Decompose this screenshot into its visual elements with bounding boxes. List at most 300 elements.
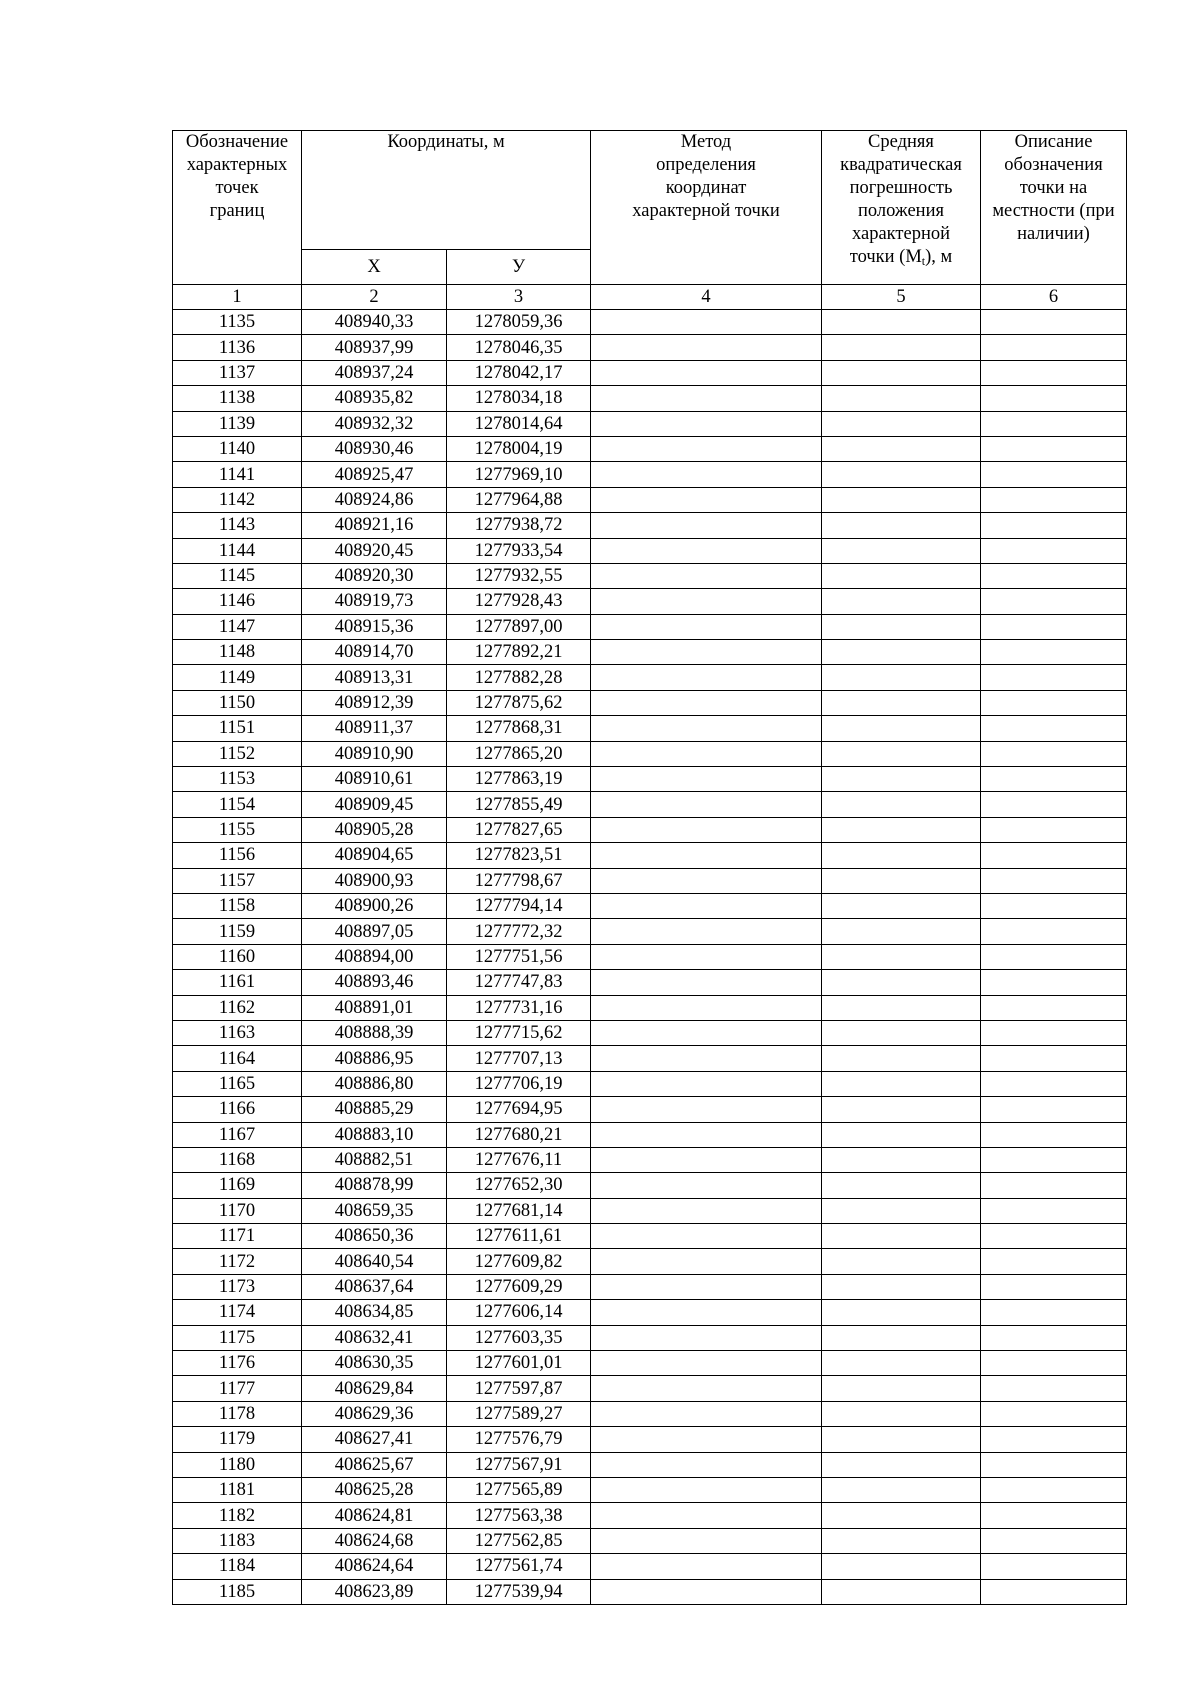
method-cell: [591, 1173, 822, 1198]
description-cell: [981, 919, 1127, 944]
point-id-cell: 1153: [173, 767, 302, 792]
accuracy-cell: [822, 1249, 981, 1274]
method-cell: [591, 1046, 822, 1071]
table-row: [173, 462, 1127, 487]
accuracy-cell: [822, 690, 981, 715]
y-coordinate-cell: 1277751,56: [447, 944, 591, 969]
description-cell: [981, 1477, 1127, 1502]
method-cell: [591, 792, 822, 817]
point-id-cell: 1170: [173, 1198, 302, 1223]
method-cell: [591, 893, 822, 918]
point-id-cell: 1143: [173, 513, 302, 538]
table-row: [173, 767, 1127, 792]
description-cell: [981, 868, 1127, 893]
point-id-cell: 1164: [173, 1046, 302, 1071]
point-id-cell: 1169: [173, 1173, 302, 1198]
x-coordinate-cell: 408630,35: [302, 1351, 447, 1376]
description-cell: [981, 741, 1127, 766]
x-coordinate-cell: 408634,85: [302, 1300, 447, 1325]
method-cell: [591, 614, 822, 639]
table-row: [173, 487, 1127, 512]
description-cell: [981, 1401, 1127, 1426]
accuracy-cell: [822, 995, 981, 1020]
description-cell: [981, 1427, 1127, 1452]
description-cell: [981, 767, 1127, 792]
accuracy-cell: [822, 817, 981, 842]
table-row: [173, 640, 1127, 665]
method-cell: [591, 360, 822, 385]
accuracy-cell: [822, 1122, 981, 1147]
point-id-cell: 1147: [173, 614, 302, 639]
y-coordinate-cell: 1277772,32: [447, 919, 591, 944]
method-cell: [591, 690, 822, 715]
point-id-cell: 1142: [173, 487, 302, 512]
x-coordinate-cell: 408627,41: [302, 1427, 447, 1452]
y-coordinate-cell: 1278014,64: [447, 411, 591, 436]
table-row: [173, 1528, 1127, 1553]
table-row: [173, 970, 1127, 995]
y-coordinate-cell: 1277928,43: [447, 589, 591, 614]
description-cell: [981, 513, 1127, 538]
y-coordinate-cell: 1277567,91: [447, 1452, 591, 1477]
description-cell: [981, 614, 1127, 639]
y-coordinate-cell: 1277882,28: [447, 665, 591, 690]
y-coordinate-cell: 1277561,74: [447, 1554, 591, 1579]
column-number: 5: [822, 285, 981, 310]
description-cell: [981, 589, 1127, 614]
x-coordinate-cell: 408921,16: [302, 513, 447, 538]
y-coordinate-cell: 1277932,55: [447, 563, 591, 588]
header-y: У: [447, 250, 591, 285]
table-row: [173, 1224, 1127, 1249]
table-row: [173, 1351, 1127, 1376]
boundary-points-table: [172, 130, 1127, 1605]
accuracy-cell: [822, 1198, 981, 1223]
y-coordinate-cell: 1277609,82: [447, 1249, 591, 1274]
description-cell: [981, 1147, 1127, 1172]
x-coordinate-cell: 408904,65: [302, 843, 447, 868]
y-coordinate-cell: 1277563,38: [447, 1503, 591, 1528]
method-cell: [591, 741, 822, 766]
method-cell: [591, 335, 822, 360]
point-id-cell: 1176: [173, 1351, 302, 1376]
table-row: [173, 1579, 1127, 1604]
description-cell: [981, 1528, 1127, 1553]
accuracy-cell: [822, 868, 981, 893]
x-coordinate-cell: 408885,29: [302, 1097, 447, 1122]
description-cell: [981, 893, 1127, 918]
point-id-cell: 1140: [173, 436, 302, 461]
point-id-cell: 1146: [173, 589, 302, 614]
point-id-cell: 1137: [173, 360, 302, 385]
table-row: [173, 411, 1127, 436]
column-number: 3: [447, 285, 591, 310]
accuracy-cell: [822, 386, 981, 411]
y-coordinate-cell: 1277897,00: [447, 614, 591, 639]
x-coordinate-cell: 408897,05: [302, 919, 447, 944]
accuracy-cell: [822, 1046, 981, 1071]
table-row: [173, 1300, 1127, 1325]
point-id-cell: 1150: [173, 690, 302, 715]
table-row: [173, 843, 1127, 868]
accuracy-cell: [822, 614, 981, 639]
description-cell: [981, 1325, 1127, 1350]
point-id-cell: 1160: [173, 944, 302, 969]
point-id-cell: 1154: [173, 792, 302, 817]
x-coordinate-cell: 408920,45: [302, 538, 447, 563]
accuracy-cell: [822, 1147, 981, 1172]
description-cell: [981, 1122, 1127, 1147]
x-coordinate-cell: 408886,95: [302, 1046, 447, 1071]
accuracy-cell: [822, 843, 981, 868]
description-cell: [981, 462, 1127, 487]
x-coordinate-cell: 408629,84: [302, 1376, 447, 1401]
description-cell: [981, 436, 1127, 461]
point-id-cell: 1166: [173, 1097, 302, 1122]
point-id-cell: 1138: [173, 386, 302, 411]
accuracy-cell: [822, 563, 981, 588]
description-cell: [981, 1046, 1127, 1071]
x-coordinate-cell: 408632,41: [302, 1325, 447, 1350]
table-row: [173, 1274, 1127, 1299]
table-row: [173, 1173, 1127, 1198]
accuracy-cell: [822, 792, 981, 817]
table-row: [173, 1046, 1127, 1071]
y-coordinate-cell: 1277964,88: [447, 487, 591, 512]
method-cell: [591, 970, 822, 995]
accuracy-cell: [822, 1173, 981, 1198]
method-cell: [591, 411, 822, 436]
point-id-cell: 1149: [173, 665, 302, 690]
accuracy-cell: [822, 767, 981, 792]
table-row: [173, 944, 1127, 969]
x-coordinate-cell: 408888,39: [302, 1020, 447, 1045]
x-coordinate-cell: 408886,80: [302, 1071, 447, 1096]
point-id-cell: 1180: [173, 1452, 302, 1477]
header-x: Х: [302, 250, 447, 285]
point-id-cell: 1182: [173, 1503, 302, 1528]
point-id-cell: 1179: [173, 1427, 302, 1452]
table-row: [173, 792, 1127, 817]
accuracy-cell: [822, 919, 981, 944]
description-cell: [981, 1300, 1127, 1325]
point-id-cell: 1178: [173, 1401, 302, 1426]
x-coordinate-cell: 408624,81: [302, 1503, 447, 1528]
x-coordinate-cell: 408905,28: [302, 817, 447, 842]
method-cell: [591, 767, 822, 792]
y-coordinate-cell: 1278042,17: [447, 360, 591, 385]
header-point-designation: Обозначение характерных точек границ: [173, 131, 302, 285]
x-coordinate-cell: 408625,67: [302, 1452, 447, 1477]
point-id-cell: 1163: [173, 1020, 302, 1045]
table-row: [173, 1554, 1127, 1579]
x-coordinate-cell: 408894,00: [302, 944, 447, 969]
method-cell: [591, 1554, 822, 1579]
table-row: [173, 1401, 1127, 1426]
table-row: [173, 995, 1127, 1020]
description-cell: [981, 1554, 1127, 1579]
point-id-cell: 1168: [173, 1147, 302, 1172]
x-coordinate-cell: 408900,26: [302, 893, 447, 918]
x-coordinate-cell: 408937,24: [302, 360, 447, 385]
accuracy-cell: [822, 1097, 981, 1122]
method-cell: [591, 817, 822, 842]
point-id-cell: 1135: [173, 310, 302, 335]
y-coordinate-cell: 1278059,36: [447, 310, 591, 335]
x-coordinate-cell: 408914,70: [302, 640, 447, 665]
x-coordinate-cell: 408910,61: [302, 767, 447, 792]
accuracy-cell: [822, 487, 981, 512]
point-id-cell: 1183: [173, 1528, 302, 1553]
description-cell: [981, 487, 1127, 512]
method-cell: [591, 1351, 822, 1376]
accuracy-cell: [822, 513, 981, 538]
y-coordinate-cell: 1277606,14: [447, 1300, 591, 1325]
x-coordinate-cell: 408925,47: [302, 462, 447, 487]
accuracy-cell: [822, 1071, 981, 1096]
method-cell: [591, 1427, 822, 1452]
description-cell: [981, 817, 1127, 842]
method-cell: [591, 513, 822, 538]
table-row: [173, 893, 1127, 918]
y-coordinate-cell: 1277589,27: [447, 1401, 591, 1426]
point-id-cell: 1174: [173, 1300, 302, 1325]
table-row: [173, 513, 1127, 538]
accuracy-cell: [822, 538, 981, 563]
description-cell: [981, 640, 1127, 665]
description-cell: [981, 1351, 1127, 1376]
table-row: [173, 360, 1127, 385]
table-row: [173, 1427, 1127, 1452]
x-coordinate-cell: 408919,73: [302, 589, 447, 614]
table-row: [173, 538, 1127, 563]
header-coordinates: Координаты, м: [302, 131, 591, 250]
x-coordinate-cell: 408915,36: [302, 614, 447, 639]
description-cell: [981, 538, 1127, 563]
accuracy-cell: [822, 1503, 981, 1528]
y-coordinate-cell: 1277609,29: [447, 1274, 591, 1299]
accuracy-cell: [822, 1477, 981, 1502]
x-coordinate-cell: 408937,99: [302, 335, 447, 360]
table-body: [173, 310, 1127, 1605]
x-coordinate-cell: 408625,28: [302, 1477, 447, 1502]
point-id-cell: 1144: [173, 538, 302, 563]
accuracy-cell: [822, 436, 981, 461]
method-cell: [591, 1503, 822, 1528]
y-coordinate-cell: 1277565,89: [447, 1477, 591, 1502]
accuracy-cell: [822, 360, 981, 385]
table-row: [173, 563, 1127, 588]
point-id-cell: 1158: [173, 893, 302, 918]
point-id-cell: 1173: [173, 1274, 302, 1299]
x-coordinate-cell: 408932,32: [302, 411, 447, 436]
point-id-cell: 1172: [173, 1249, 302, 1274]
method-cell: [591, 386, 822, 411]
accuracy-cell: [822, 1401, 981, 1426]
table-row: [173, 690, 1127, 715]
y-coordinate-cell: 1277681,14: [447, 1198, 591, 1223]
y-coordinate-cell: 1277875,62: [447, 690, 591, 715]
method-cell: [591, 1452, 822, 1477]
description-cell: [981, 386, 1127, 411]
column-number: 6: [981, 285, 1127, 310]
x-coordinate-cell: 408659,35: [302, 1198, 447, 1223]
accuracy-cell: [822, 589, 981, 614]
header-accuracy: Средняя квадратическая погрешность положения характерной точки $(М_t)$, м: [822, 131, 981, 285]
method-cell: [591, 436, 822, 461]
point-id-cell: 1145: [173, 563, 302, 588]
point-id-cell: 1167: [173, 1122, 302, 1147]
table-row: [173, 614, 1127, 639]
y-coordinate-cell: 1277868,31: [447, 716, 591, 741]
table-row: [173, 1147, 1127, 1172]
x-coordinate-cell: 408910,90: [302, 741, 447, 766]
table-row: [173, 1249, 1127, 1274]
accuracy-cell: [822, 944, 981, 969]
accuracy-cell: [822, 1351, 981, 1376]
column-number: 2: [302, 285, 447, 310]
method-cell: [591, 487, 822, 512]
y-coordinate-cell: 1277892,21: [447, 640, 591, 665]
table-row: [173, 1477, 1127, 1502]
x-coordinate-cell: 408924,86: [302, 487, 447, 512]
accuracy-cell: [822, 741, 981, 766]
point-id-cell: 1184: [173, 1554, 302, 1579]
point-id-cell: 1161: [173, 970, 302, 995]
y-coordinate-cell: 1278046,35: [447, 335, 591, 360]
accuracy-cell: [822, 1427, 981, 1452]
accuracy-cell: [822, 1452, 981, 1477]
y-coordinate-cell: 1277603,35: [447, 1325, 591, 1350]
table-row: [173, 1020, 1127, 1045]
description-cell: [981, 1224, 1127, 1249]
point-id-cell: 1181: [173, 1477, 302, 1502]
accuracy-cell: [822, 1554, 981, 1579]
x-coordinate-cell: 408883,10: [302, 1122, 447, 1147]
method-cell: [591, 716, 822, 741]
method-cell: [591, 1097, 822, 1122]
x-coordinate-cell: 408909,45: [302, 792, 447, 817]
accuracy-cell: [822, 716, 981, 741]
y-coordinate-cell: 1277798,67: [447, 868, 591, 893]
description-cell: [981, 1020, 1127, 1045]
y-coordinate-cell: 1277601,01: [447, 1351, 591, 1376]
column-numbers-row: [173, 285, 1127, 310]
y-coordinate-cell: 1277539,94: [447, 1579, 591, 1604]
x-coordinate-cell: 408624,64: [302, 1554, 447, 1579]
x-coordinate-cell: 408640,54: [302, 1249, 447, 1274]
description-cell: [981, 665, 1127, 690]
table-row: [173, 741, 1127, 766]
point-id-cell: 1151: [173, 716, 302, 741]
description-cell: [981, 690, 1127, 715]
x-coordinate-cell: 408935,82: [302, 386, 447, 411]
header-description: Описание обозначения точки на местности (при наличии): [981, 131, 1127, 285]
point-id-cell: 1141: [173, 462, 302, 487]
accuracy-cell: [822, 970, 981, 995]
method-cell: [591, 995, 822, 1020]
accuracy-cell: [822, 1325, 981, 1350]
x-coordinate-cell: 408623,89: [302, 1579, 447, 1604]
accuracy-cell: [822, 640, 981, 665]
x-coordinate-cell: 408900,93: [302, 868, 447, 893]
description-cell: [981, 1579, 1127, 1604]
accuracy-cell: [822, 1020, 981, 1045]
point-id-cell: 1175: [173, 1325, 302, 1350]
table-row: [173, 1122, 1127, 1147]
method-cell: [591, 1477, 822, 1502]
x-coordinate-cell: 408930,46: [302, 436, 447, 461]
description-cell: [981, 1071, 1127, 1096]
table-row: [173, 817, 1127, 842]
y-coordinate-cell: 1277576,79: [447, 1427, 591, 1452]
x-coordinate-cell: 408940,33: [302, 310, 447, 335]
point-id-cell: 1157: [173, 868, 302, 893]
table-row: [173, 1071, 1127, 1096]
accuracy-cell: [822, 1300, 981, 1325]
table-row: [173, 1097, 1127, 1122]
description-cell: [981, 716, 1127, 741]
method-cell: [591, 538, 822, 563]
table-row: [173, 716, 1127, 741]
method-cell: [591, 1579, 822, 1604]
description-cell: [981, 792, 1127, 817]
column-number: 1: [173, 285, 302, 310]
table-row: [173, 919, 1127, 944]
table-row: [173, 1503, 1127, 1528]
x-coordinate-cell: 408912,39: [302, 690, 447, 715]
table-row: [173, 665, 1127, 690]
y-coordinate-cell: 1277652,30: [447, 1173, 591, 1198]
x-coordinate-cell: 408878,99: [302, 1173, 447, 1198]
y-coordinate-cell: 1277562,85: [447, 1528, 591, 1553]
description-cell: [981, 563, 1127, 588]
point-id-cell: 1165: [173, 1071, 302, 1096]
method-cell: [591, 1071, 822, 1096]
y-coordinate-cell: 1278034,18: [447, 386, 591, 411]
point-id-cell: 1171: [173, 1224, 302, 1249]
method-cell: [591, 1224, 822, 1249]
method-cell: [591, 1122, 822, 1147]
x-coordinate-cell: 408624,68: [302, 1528, 447, 1553]
description-cell: [981, 1274, 1127, 1299]
method-cell: [591, 1376, 822, 1401]
y-coordinate-cell: 1277794,14: [447, 893, 591, 918]
y-coordinate-cell: 1277611,61: [447, 1224, 591, 1249]
x-coordinate-cell: 408637,64: [302, 1274, 447, 1299]
description-cell: [981, 1503, 1127, 1528]
table-row: [173, 589, 1127, 614]
y-coordinate-cell: 1277706,19: [447, 1071, 591, 1096]
method-cell: [591, 1198, 822, 1223]
y-coordinate-cell: 1277863,19: [447, 767, 591, 792]
point-id-cell: 1159: [173, 919, 302, 944]
x-coordinate-cell: 408882,51: [302, 1147, 447, 1172]
method-cell: [591, 665, 822, 690]
method-cell: [591, 1325, 822, 1350]
accuracy-cell: [822, 1224, 981, 1249]
table-row: [173, 868, 1127, 893]
point-id-cell: 1162: [173, 995, 302, 1020]
method-cell: [591, 563, 822, 588]
accuracy-cell: [822, 893, 981, 918]
description-cell: [981, 1097, 1127, 1122]
accuracy-cell: [822, 1528, 981, 1553]
method-cell: [591, 944, 822, 969]
accuracy-cell: [822, 665, 981, 690]
y-coordinate-cell: 1278004,19: [447, 436, 591, 461]
point-id-cell: 1177: [173, 1376, 302, 1401]
